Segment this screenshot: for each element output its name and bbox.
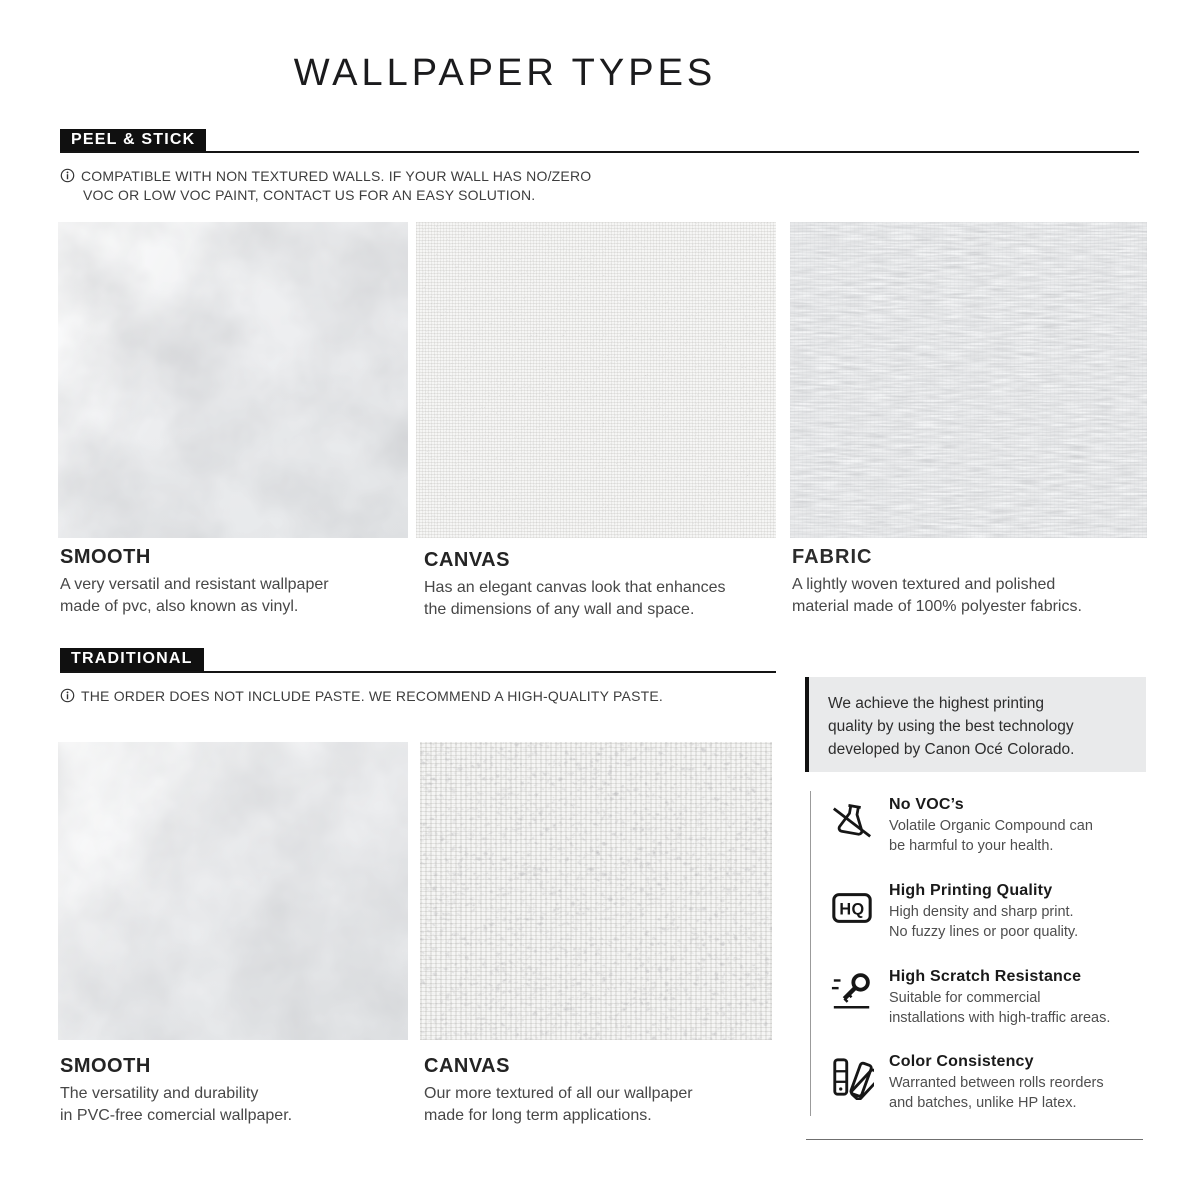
swatch-traditional-smooth xyxy=(58,742,408,1040)
caption-line: A lightly woven textured and polished xyxy=(792,576,1056,593)
traditional-badge-label: TRADITIONAL xyxy=(60,648,204,671)
feature-no-voc xyxy=(889,796,1093,856)
caption-line: A very versatil and resistant wallpaper xyxy=(60,576,329,593)
no-voc-flask-icon xyxy=(830,799,874,845)
swatch-peel-smooth xyxy=(58,222,408,538)
feature-high-printing-quality xyxy=(889,882,1078,942)
color-swatch-fan-icon xyxy=(830,1054,874,1100)
section-badge-traditional xyxy=(60,648,204,671)
peel-stick-note-line2: VOC OR LOW VOC PAINT, CONTACT US FOR AN EASY SOLUTION. xyxy=(83,187,536,203)
caption-traditional-smooth-name: SMOOTH xyxy=(60,1055,151,1077)
caption-peel-canvas-name: CANVAS xyxy=(424,549,510,571)
caption-line: made of pvc, also known as vinyl. xyxy=(60,597,299,615)
caption-peel-smooth-name: SMOOTH xyxy=(60,546,151,568)
feature-title: Color Consistency xyxy=(889,1053,1034,1070)
feature-high-scratch-resistance xyxy=(889,968,1110,1028)
swatch-peel-fabric xyxy=(790,222,1147,538)
page-title: WALLPAPER TYPES xyxy=(293,52,717,94)
canvas-texture-noise xyxy=(416,222,776,538)
caption-peel-fabric-name: FABRIC xyxy=(792,546,873,568)
caption-line: the dimensions of any wall and space. xyxy=(424,600,695,618)
hq-badge-icon xyxy=(830,885,874,931)
peel-stick-divider xyxy=(60,151,1139,153)
caption-line: material made of 100% polyester fabrics. xyxy=(792,597,1082,615)
feature-desc-line: Suitable for commercial xyxy=(889,990,1041,1006)
caption-traditional-canvas-desc xyxy=(424,1083,693,1126)
peel-stick-badge-label: PEEL & STICK xyxy=(60,129,206,152)
peel-stick-note xyxy=(60,167,591,205)
smooth-texture-noise xyxy=(58,222,408,538)
quote-line2: quality by using the best technology xyxy=(828,718,1074,735)
caption-traditional-smooth-desc xyxy=(60,1083,292,1126)
feature-desc-line: High density and sharp print. xyxy=(889,904,1074,920)
feature-desc-line: Warranted between rolls reorders xyxy=(889,1075,1104,1091)
info-icon xyxy=(60,688,75,703)
quote-line1: We achieve the highest printing xyxy=(828,695,1044,712)
traditional-note xyxy=(60,687,663,706)
feature-desc-line: No fuzzy lines or poor quality. xyxy=(889,923,1079,940)
features-left-rule xyxy=(810,791,811,1116)
caption-line: The versatility and durability xyxy=(60,1085,259,1102)
info-icon xyxy=(60,168,75,183)
swatch-traditional-canvas xyxy=(420,742,772,1040)
traditional-divider xyxy=(60,671,776,673)
traditional-note-line1: THE ORDER DOES NOT INCLUDE PASTE. WE RECOMMEND A HIGH-QUALITY PASTE. xyxy=(81,688,663,704)
sidebar-bottom-rule xyxy=(806,1139,1143,1140)
feature-desc-line: installations with high-traffic areas. xyxy=(889,1009,1111,1026)
quote-box xyxy=(809,677,1146,772)
scratch-key-icon xyxy=(830,968,874,1014)
fabric-texture-noise xyxy=(790,222,1147,538)
hq-icon-label: HQ xyxy=(839,900,865,919)
caption-line: in PVC-free comercial wallpaper. xyxy=(60,1106,293,1124)
caption-line: Our more textured of all our wallpaper xyxy=(424,1085,693,1102)
peel-stick-note-line1: COMPATIBLE WITH NON TEXTURED WALLS. IF YOUR WALL HAS NO/ZERO xyxy=(81,168,592,184)
feature-desc-line: be harmful to your health. xyxy=(889,837,1054,854)
smooth-texture-noise xyxy=(58,742,408,1040)
feature-title: No VOC’s xyxy=(889,796,964,813)
feature-title: High Printing Quality xyxy=(889,882,1053,899)
caption-line: Has an elegant canvas look that enhances xyxy=(424,579,726,596)
caption-peel-fabric-desc xyxy=(792,574,1082,617)
feature-color-consistency xyxy=(889,1053,1104,1113)
caption-traditional-canvas-name: CANVAS xyxy=(424,1055,510,1077)
feature-title: High Scratch Resistance xyxy=(889,968,1082,985)
canvas-coarse-texture-noise xyxy=(420,742,772,1040)
swatch-peel-canvas xyxy=(416,222,776,538)
feature-desc-line: Volatile Organic Compound can xyxy=(889,818,1093,834)
quote-line3: developed by Canon Océ Colorado. xyxy=(828,741,1075,758)
feature-desc-line: and batches, unlike HP latex. xyxy=(889,1094,1077,1111)
caption-line: made for long term applications. xyxy=(424,1106,652,1124)
section-badge-peel-stick xyxy=(60,129,206,152)
caption-peel-canvas-desc xyxy=(424,577,726,620)
caption-peel-smooth-desc xyxy=(60,574,329,617)
